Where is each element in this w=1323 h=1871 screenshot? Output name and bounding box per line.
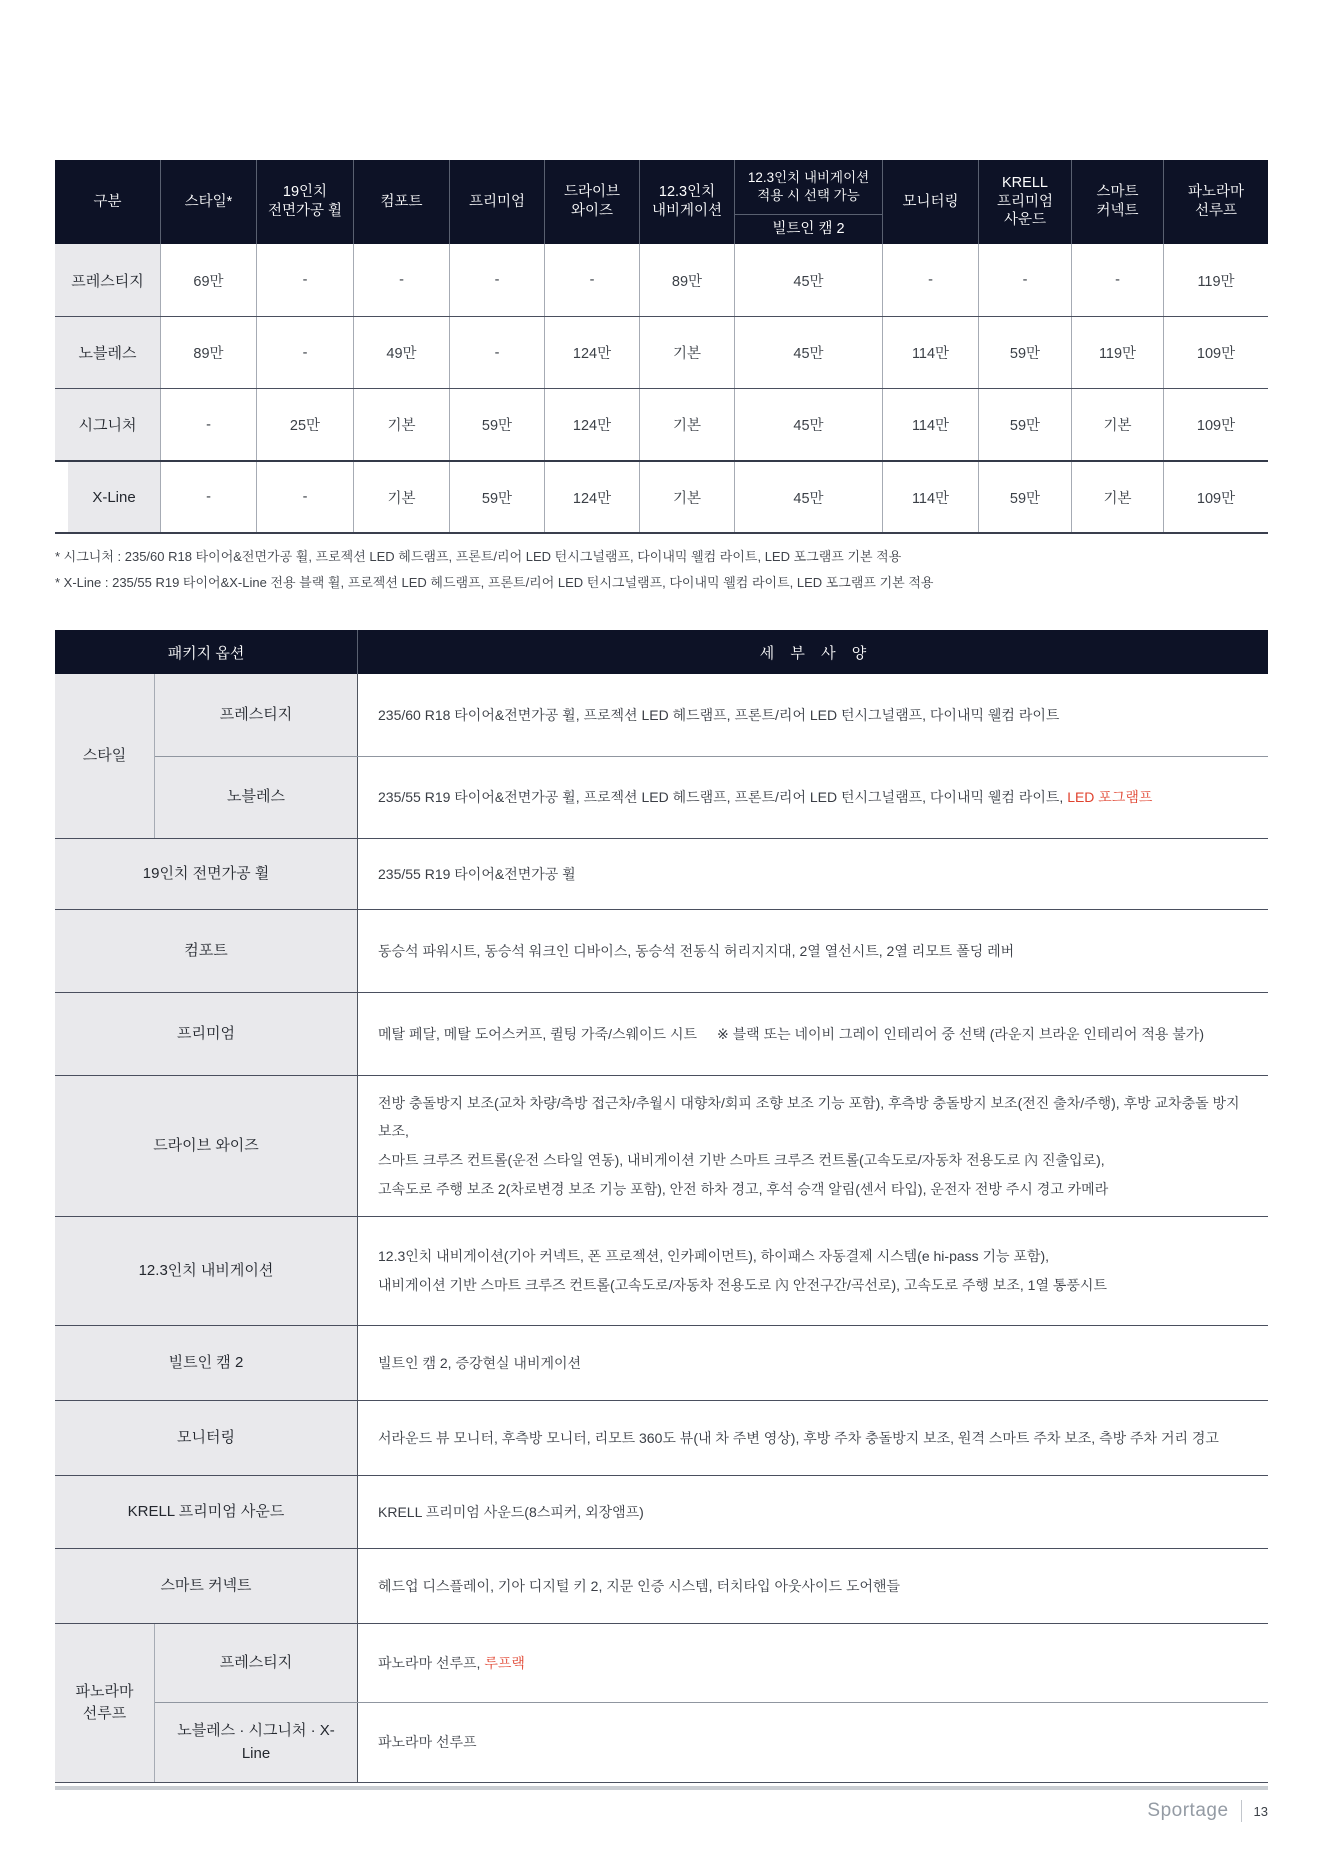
package-spec (358, 674, 1268, 756)
header-style: 스타일* (160, 160, 256, 244)
spec-text: 235/55 R19 타이어&전면가공 휠 (378, 865, 576, 882)
price-cell: 89만 (639, 244, 734, 316)
price-cell: 124만 (544, 317, 639, 388)
spec-text: 서라운드 뷰 모니터, 후측방 모니터, 리모트 360도 뷰(내 차 주변 영상), 후방 주차 충돌방지 보조, 원격 스마트 주차 보조, 측방 주차 거리 경고 (378, 1429, 1219, 1446)
package-option-label: 빌트인 캠 2 (55, 1326, 358, 1400)
price-cell: 109만 (1163, 317, 1268, 388)
spec-text: 235/55 R19 타이어&전면가공 휠, 프로젝션 LED 헤드램프, 프론트/리어 LED 턴시그널램프, 다이내믹 웰컴 라이트, (378, 789, 1068, 806)
price-cell: 45만 (734, 244, 882, 316)
footnote-signature: * 시그니처 : 235/60 R18 타이어&전면가공 휠, 프로젝션 LED 헤드램프, 프론트/리어 LED 턴시그널램프, 다이내믹 웰컴 라이트, LED 포그램프 기본 적용 (55, 549, 902, 564)
spec-line (378, 1146, 1248, 1175)
package-row (155, 1624, 1268, 1702)
price-cell: 기본 (353, 462, 449, 532)
package-row (55, 839, 1268, 909)
spec-line (378, 1242, 1248, 1271)
package-option-label: 프레스티지 (155, 1624, 358, 1702)
spec-line (378, 701, 1248, 730)
package-section (55, 1400, 1268, 1475)
package-section (55, 1075, 1268, 1216)
spec-text: 12.3인치 내비게이션(기아 커넥트, 폰 프로젝션, 인카페이먼트), 하이패스 자동결제 시스템(e hi-pass 기능 포함), (378, 1248, 1050, 1265)
package-rows (55, 1549, 1268, 1623)
package-row (155, 674, 1268, 756)
package-section (55, 992, 1268, 1075)
header-nav-12-3: 12.3인치 내비게이션 (639, 160, 734, 244)
header-comfort: 컴포트 (353, 160, 449, 244)
price-cell: - (882, 244, 978, 316)
package-section (55, 1475, 1268, 1548)
package-option-label: 컴포트 (55, 910, 358, 992)
package-option-label: 드라이브 와이즈 (55, 1076, 358, 1216)
package-option-label: 모니터링 (55, 1401, 358, 1475)
trim-label: 노블레스 (55, 317, 160, 388)
price-cell: 기본 (1071, 389, 1163, 460)
price-table-row (55, 460, 1268, 532)
package-table (55, 630, 1268, 1783)
header-krell-sound: KRELL 프리미엄 사운드 (978, 160, 1071, 244)
package-rows (55, 1401, 1268, 1475)
price-cell: 69만 (160, 244, 256, 316)
spec-text: 파노라마 선루프, (378, 1654, 485, 1671)
spec-line (378, 1175, 1248, 1204)
spec-line (378, 783, 1248, 812)
package-option-header: 패키지 옵션 (55, 630, 358, 674)
price-cell: 119만 (1163, 244, 1268, 316)
price-cell: 59만 (978, 317, 1071, 388)
package-row (55, 1076, 1268, 1216)
package-spec (358, 1549, 1268, 1623)
spec-line (378, 1572, 1248, 1601)
package-row (55, 1476, 1268, 1548)
spec-line (378, 1498, 1248, 1527)
package-option-label: 스마트 커넥트 (55, 1549, 358, 1623)
header-panorama-sunroof: 파노라마 선루프 (1163, 160, 1268, 244)
price-cell: 45만 (734, 462, 882, 532)
spec-text-red: 루프랙 (484, 1654, 525, 1671)
price-cell: 기본 (353, 389, 449, 460)
package-option-label: 노블레스 · 시그니처 · X-Line (155, 1703, 358, 1782)
spec-text: 파노라마 선루프 (378, 1734, 477, 1751)
package-spec (358, 1476, 1268, 1548)
spec-line (378, 1728, 1248, 1757)
package-option-label: 12.3인치 내비게이션 (55, 1217, 358, 1325)
price-table-row (55, 244, 1268, 316)
price-table-header (55, 160, 1268, 244)
footer-divider (1241, 1800, 1242, 1822)
price-cell: - (353, 244, 449, 316)
package-row (55, 993, 1268, 1075)
header-gubun: 구분 (93, 193, 122, 210)
package-row (55, 1549, 1268, 1623)
package-option-label: 노블레스 (155, 757, 358, 838)
price-cell: 119만 (1071, 317, 1163, 388)
spec-line (378, 860, 1248, 889)
header-premium: 프리미엄 (449, 160, 544, 244)
price-cell: - (160, 389, 256, 460)
spec-line (378, 1020, 1248, 1049)
price-cell: 109만 (1163, 462, 1268, 532)
price-cell: - (544, 244, 639, 316)
package-section (55, 1325, 1268, 1400)
package-row (55, 1326, 1268, 1400)
price-cell: 124만 (544, 462, 639, 532)
price-cell: 45만 (734, 389, 882, 460)
package-rows (55, 1217, 1268, 1325)
package-option-label: 프레스티지 (155, 674, 358, 756)
package-spec (358, 1401, 1268, 1475)
header-monitoring: 모니터링 (882, 160, 978, 244)
price-cell: 59만 (449, 462, 544, 532)
price-cell: 114만 (882, 317, 978, 388)
package-spec (358, 1076, 1268, 1216)
price-cell: - (256, 462, 353, 532)
package-spec (358, 1326, 1268, 1400)
page-number: 13 (1253, 1803, 1268, 1819)
footer-rule (55, 1786, 1268, 1790)
header-smart-connect: 스마트 커넥트 (1071, 160, 1163, 244)
header-nav-select: 12.3인치 내비게이션 적용 시 선택 가능 (747, 170, 870, 203)
spec-text: 235/60 R18 타이어&전면가공 휠, 프로젝션 LED 헤드램프, 프론트/리어 LED 턴시그널램프, 다이내믹 웰컴 라이트 (378, 706, 1060, 723)
package-rows (55, 839, 1268, 909)
header-drive-wise: 드라이브 와이즈 (544, 160, 639, 244)
price-cell: 59만 (449, 389, 544, 460)
price-cell: 124만 (544, 389, 639, 460)
spec-text: 메탈 페달, 메탈 도어스커프, 퀼팅 가죽/스웨이드 시트 (378, 1025, 698, 1042)
package-row (55, 1217, 1268, 1325)
package-row (155, 1702, 1268, 1782)
package-spec (358, 993, 1268, 1075)
spec-text-red: LED 포그램프 (1067, 789, 1153, 806)
brand-wordmark: Sportage (1147, 1800, 1229, 1821)
package-table-header (55, 630, 1268, 674)
price-cell: 기본 (1071, 462, 1163, 532)
price-cell: - (256, 244, 353, 316)
price-cell: - (160, 462, 256, 532)
price-cell: 기본 (639, 462, 734, 532)
spec-line (378, 937, 1248, 966)
price-cell: - (978, 244, 1071, 316)
header-builtin-cam-2: 빌트인 캠 2 (735, 214, 882, 244)
package-rows (55, 910, 1268, 992)
package-rows (155, 1624, 1268, 1782)
spec-text: 고속도로 주행 보조 2(차로변경 보조 기능 포함), 안전 하차 경고, 후석 승객 알림(센서 타입), 운전자 전방 주시 경고 카메라 (378, 1180, 1109, 1197)
package-spec (358, 757, 1268, 838)
package-row (155, 756, 1268, 838)
package-option-label: 프리미엄 (55, 993, 358, 1075)
package-section (55, 1548, 1268, 1623)
price-table-body (55, 244, 1268, 532)
package-row (55, 910, 1268, 992)
spec-text: 내비게이션 기반 스마트 크루즈 컨트롤(고속도로/자동차 전용도로 內 안전구간/곡선로), 고속도로 주행 보조, 1열 통풍시트 (378, 1277, 1107, 1293)
package-spec (358, 1703, 1268, 1782)
spec-line (378, 1424, 1248, 1453)
spec-line (378, 1089, 1248, 1146)
price-cell: 109만 (1163, 389, 1268, 460)
price-cell: 89만 (160, 317, 256, 388)
package-rows (55, 1476, 1268, 1548)
package-section (55, 674, 1268, 838)
spec-text: 스마트 크루즈 컨트롤(운전 스타일 연동), 내비게이션 기반 스마트 크루즈 컨트롤(고속도로/자동차 전용도로 內 진출입로), (378, 1152, 1105, 1168)
price-table (55, 160, 1268, 534)
package-rows (55, 1076, 1268, 1216)
footnote-xline: * X-Line : 235/55 R19 타이어&X-Line 전용 블랙 휠, 프로젝션 LED 헤드램프, 프론트/리어 LED 턴시그널램프, 다이내믹 웰컴 라이트, LED 포그램프 기본 적용 (55, 575, 934, 590)
spec-line (378, 1649, 1248, 1678)
package-rows (155, 674, 1268, 838)
package-spec (358, 1624, 1268, 1702)
price-cell: 45만 (734, 317, 882, 388)
package-section (55, 1623, 1268, 1782)
price-cell: - (1071, 244, 1163, 316)
trim-label: 시그니처 (55, 389, 160, 460)
package-spec (358, 1217, 1268, 1325)
package-group-label: 파노라마 선루프 (55, 1624, 155, 1782)
package-section (55, 838, 1268, 909)
price-cell: - (449, 317, 544, 388)
footnotes (55, 544, 1268, 596)
package-group-label: 스타일 (55, 674, 155, 838)
package-spec (358, 839, 1268, 909)
price-cell: - (449, 244, 544, 316)
price-table-row (55, 316, 1268, 388)
package-spec (358, 910, 1268, 992)
spec-text: KRELL 프리미엄 사운드(8스피커, 외장앰프) (378, 1503, 644, 1520)
price-cell: - (256, 317, 353, 388)
package-row (55, 1401, 1268, 1475)
spec-text: ※ 블랙 또는 네이비 그레이 인테리어 중 선택 (라운지 브라운 인테리어 적용 불가) (717, 1025, 1204, 1042)
package-spec-header: 세 부 사 양 (759, 644, 873, 662)
spec-text: 동승석 파워시트, 동승석 워크인 디바이스, 동승석 전동식 허리지지대, 2열 열선시트, 2열 리모트 폴딩 레버 (378, 942, 1015, 959)
price-cell: 49만 (353, 317, 449, 388)
spec-line (378, 1349, 1248, 1378)
price-cell: 기본 (639, 317, 734, 388)
spec-text: 전방 충돌방지 보조(교차 차량/측방 접근차/추월시 대향차/회피 조향 보조 기능 포함), 후측방 충돌방지 보조(전진 출차/주행), 후방 교차충돌 방지 보조, (378, 1094, 1240, 1140)
trim-label: 프레스티지 (55, 244, 160, 316)
page-footer (1147, 1800, 1268, 1822)
price-cell: 59만 (978, 389, 1071, 460)
package-table-body (55, 674, 1268, 1782)
spec-line (378, 1271, 1248, 1300)
package-option-label: 19인치 전면가공 휠 (55, 839, 358, 909)
trim-label (55, 462, 160, 532)
package-section (55, 1216, 1268, 1325)
price-cell: 59만 (978, 462, 1071, 532)
price-cell: 25만 (256, 389, 353, 460)
trim-label-text: X-Line (68, 462, 160, 532)
price-cell: 기본 (639, 389, 734, 460)
package-section (55, 909, 1268, 992)
package-rows (55, 1326, 1268, 1400)
header-nav-select-group (734, 160, 882, 244)
package-rows (55, 993, 1268, 1075)
header-19inch-wheel: 19인치 전면가공 휠 (256, 160, 353, 244)
price-table-row (55, 388, 1268, 460)
spec-text: 빌트인 캠 2, 증강현실 내비게이션 (378, 1354, 582, 1371)
price-cell: 114만 (882, 462, 978, 532)
spec-text: 헤드업 디스플레이, 기아 디지털 키 2, 지문 인증 시스템, 터치타입 아웃사이드 도어핸들 (378, 1577, 901, 1594)
price-cell: 114만 (882, 389, 978, 460)
package-option-label: KRELL 프리미엄 사운드 (55, 1476, 358, 1548)
